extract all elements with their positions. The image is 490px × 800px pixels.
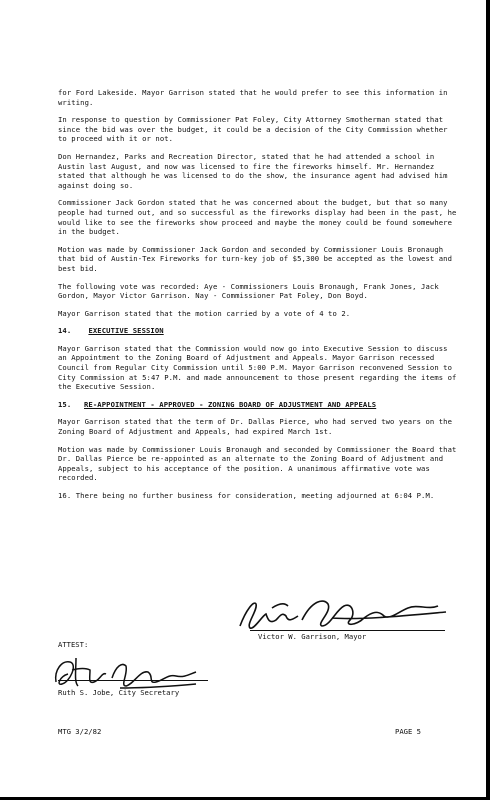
paragraph: 16. There being no further business for consideration, meeting adjourned at 6:04 P.M.: [58, 491, 435, 500]
paragraph: Motion was made by Commissioner Louis Bronaugh and seconded by Commissioner the Board that Dr. Dallas Pierce be re-appointed as an alternate to the Zoning Board of Adjustment and Appeals, subject to his acceptance of the position. A unanimous affirmative vote was recorded.: [58, 444, 457, 483]
secretary-signature-line: [58, 680, 208, 681]
paragraph: Mayor Garrison stated that the Commission would now go into Executive Session to discuss an Appointment to the Zoning Board of Adjustment and Appeals. Mayor Garrison recessed Council from Regular City Commission until 5:00 P.M. Mayor Garrison reconvened Session to City Commission at 5:47 P.M. and made announcement to those present regarding the items of the Executive Session.: [58, 343, 457, 392]
mayor-name: Victor W. Garrison, Mayor: [258, 632, 367, 641]
section-title: RE-APPOINTMENT - APPROVED - ZONING BOARD OF ADJUSTMENT AND APPEALS: [84, 399, 377, 409]
mayor-signature-line: [250, 630, 445, 631]
secretary-name: Ruth S. Jobe, City Secretary: [58, 688, 180, 697]
section-number: 14.: [58, 326, 72, 336]
paragraph: Mayor Garrison stated that the term of Dr. Dallas Pierce, who had served two years on the Zoning Board of Adjustment and Appeals, had expired March 1st.: [58, 417, 453, 437]
paragraph: In response to question by Commissioner Pat Foley, City Attorney Smotherman stated that since the bid was over the budget, it could be a decision of the City Commission whether to proceed with it or not.: [58, 115, 448, 144]
section-number: 15.: [58, 399, 72, 409]
section-heading-executive-session: [58, 326, 460, 336]
page-number: PAGE 5: [395, 727, 421, 736]
attest-label: ATTEST:: [58, 640, 89, 649]
paragraph: Commissioner Jack Gordon stated that he was concerned about the budget, but that so many people had turned out, and so successful as the fireworks display had been in the past, he would like to see the fireworks show proceed and maybe the money could be found somewhere in the budget.: [58, 198, 457, 237]
paragraph: for Ford Lakeside. Mayor Garrison stated that he would prefer to see this information in writing.: [58, 88, 448, 107]
paragraph: The following vote was recorded: Aye - Commissioners Louis Bronaugh, Frank Jones, Jack Gordon, Mayor Victor Garrison. Nay - Commissioner Pat Foley, Don Boyd.: [58, 281, 439, 301]
minutes-body: [58, 88, 460, 509]
section-title: EXECUTIVE SESSION: [88, 326, 164, 336]
paragraph: Mayor Garrison stated that the motion carried by a vote of 4 to 2.: [58, 308, 351, 318]
paragraph: Motion was made by Commissioner Jack Gordon and seconded by Commissioner Louis Bronaugh that bid of Austin-Tex Fireworks for turn-key job of $5,300 be accepted as the lowest and best bid.: [58, 244, 453, 273]
paragraph: Don Hernandez, Parks and Recreation Director, stated that he had attended a school in Austin last August, and now was licensed to fire the fireworks himself. Mr. Hernandez stated that although he was licensed to do the show, the insurance agent had advised him against doing so.: [58, 151, 448, 190]
meeting-date-code: MTG 3/2/82: [58, 727, 102, 736]
section-heading-reappointment: [58, 400, 460, 410]
